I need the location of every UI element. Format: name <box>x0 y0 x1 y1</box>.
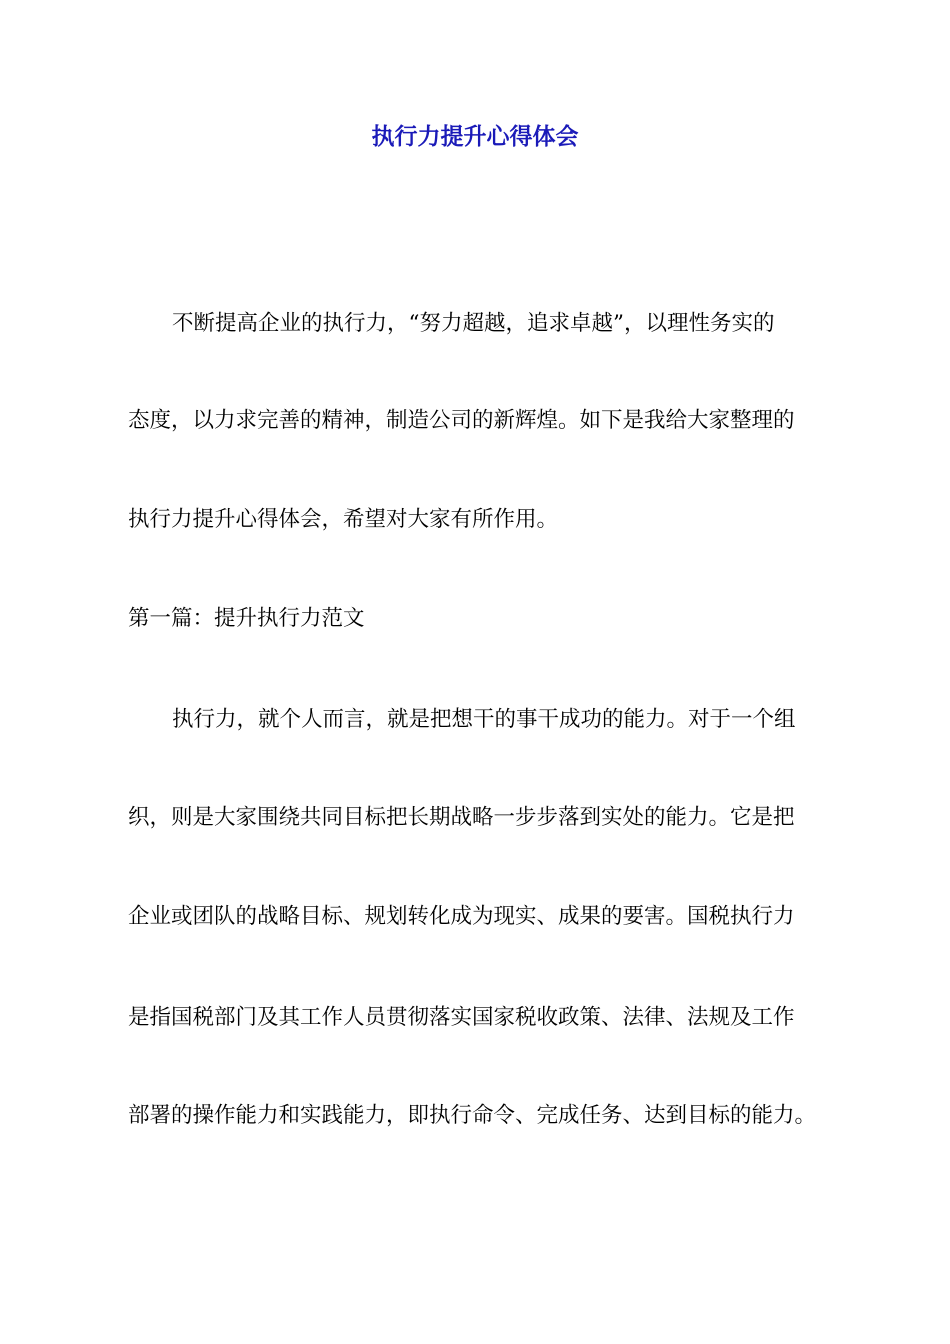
intro-line-1: 不断提高企业的执行力，“努力超越，追求卓越”，以理性务实的 <box>172 311 775 336</box>
body-line-3: 企业或团队的战略目标、规划转化成为现实、成果的要害。国税执行力 <box>128 904 795 929</box>
body-line-5: 部署的操作能力和实践能力，即执行命令、完成任务、达到目标的能力。 <box>128 1103 817 1128</box>
body-line-4: 是指国税部门及其工作人员贯彻落实国家税收政策、法律、法规及工作 <box>128 1005 795 1030</box>
body-line-2: 织，则是大家围绕共同目标把长期战略一步步落到实处的能力。它是把 <box>128 805 795 830</box>
body-line-1: 执行力，就个人而言，就是把想干的事干成功的能力。对于一个组 <box>172 707 796 732</box>
document-title: 执行力提升心得体会 <box>371 124 579 150</box>
section-heading: 第一篇：提升执行力范文 <box>128 606 365 631</box>
intro-line-2: 态度，以力求完善的精神，制造公司的新辉煌。如下是我给大家整理的 <box>128 408 795 433</box>
intro-line-3: 执行力提升心得体会，希望对大家有所作用。 <box>128 507 559 532</box>
